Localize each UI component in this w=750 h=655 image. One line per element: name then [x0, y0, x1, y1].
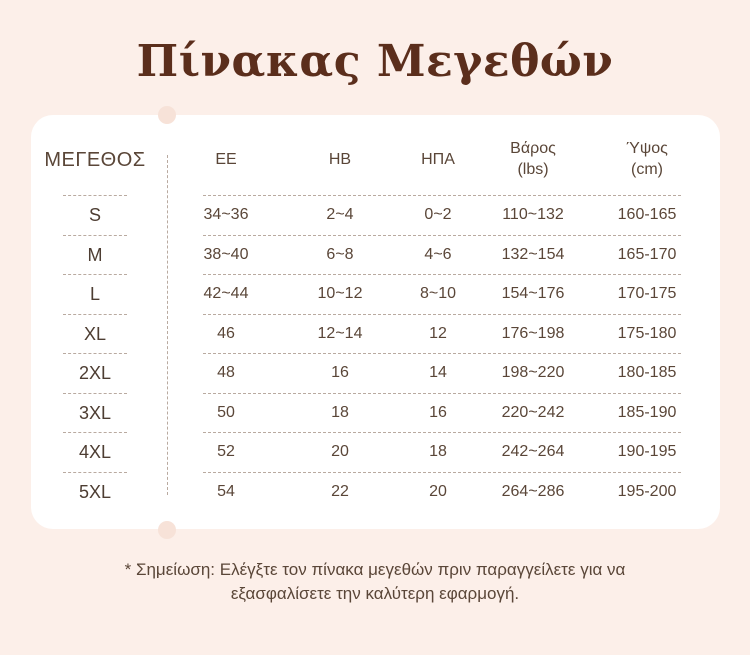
- table-cell: 10~12: [317, 285, 363, 302]
- table-cell: 20: [331, 443, 349, 460]
- table-cell: 18: [331, 403, 349, 421]
- table-cell: 176~198: [501, 324, 565, 342]
- column-header: [290, 149, 390, 170]
- table-cell: 132~154: [501, 245, 565, 263]
- column-header: [176, 149, 276, 170]
- note-line-2: εξασφαλίσετε την καλύτερη εφαρμογή.: [230, 584, 520, 603]
- column-header: [592, 138, 702, 180]
- size-cell: 5XL: [63, 472, 127, 511]
- column-header: [393, 149, 483, 170]
- table-cell: 264~286: [501, 482, 565, 500]
- size-cell: 3XL: [63, 393, 127, 432]
- table-cell: 220~242: [501, 403, 565, 421]
- table-cell: 46: [217, 324, 235, 342]
- table-cell: 12~14: [317, 324, 363, 342]
- table-cell: 165-170: [617, 245, 677, 263]
- table-cell: 38~40: [203, 245, 249, 263]
- table-cell: 175-180: [617, 324, 677, 342]
- column-header-line-1: Ύψος: [626, 140, 668, 157]
- table-cell: 52: [217, 443, 235, 460]
- table-cell: 160-165: [617, 206, 677, 223]
- table-cell: 50: [217, 403, 235, 421]
- table-cell: 14: [429, 364, 447, 381]
- table-cell: 22: [331, 482, 349, 500]
- note: [0, 558, 750, 606]
- table-cell: 0~2: [424, 206, 452, 223]
- table-cell: 8~10: [419, 285, 457, 302]
- size-cell: 2XL: [63, 353, 127, 392]
- table-cell: 16: [429, 403, 447, 421]
- size-cell: XL: [63, 314, 127, 353]
- column-header-line-2: (cm): [631, 161, 663, 178]
- column-header-line-1: Βάρος: [510, 140, 556, 157]
- note-line-1: * Σημείωση: Ελέγξτε τον πίνακα μεγεθών πριν παραγγείλετε για να: [124, 560, 626, 579]
- table-cell: 2~4: [326, 206, 354, 223]
- table-cell: 34~36: [203, 206, 249, 223]
- table-cell: 170-175: [617, 285, 677, 302]
- column-header-line-2: (lbs): [517, 161, 549, 178]
- table-cell: 180-185: [617, 364, 677, 381]
- table-cell: 198~220: [501, 364, 565, 381]
- table-cell: 195-200: [617, 482, 677, 500]
- table-cell: 4~6: [424, 245, 452, 263]
- size-cell: L: [63, 274, 127, 313]
- table-cell: 242~264: [501, 443, 565, 460]
- table-cell: 6~8: [326, 245, 354, 263]
- column-header-line-1: ΗΒ: [328, 151, 352, 168]
- table-cell: 16: [331, 364, 349, 381]
- table-cell: 110~132: [502, 206, 564, 223]
- size-cell: 4XL: [63, 432, 127, 471]
- card-notch-top: [158, 106, 176, 124]
- table-cell: 54: [217, 482, 235, 500]
- page-title: Πίνακας Μεγεθών: [136, 36, 614, 87]
- table-cell: 154~176: [501, 285, 565, 302]
- table-cell: 20: [429, 482, 447, 500]
- column-divider: [167, 155, 168, 495]
- table-cell: 12: [429, 324, 447, 342]
- column-header: [478, 138, 588, 180]
- size-column-header: ΜΕΓΕΘΟΣ: [44, 149, 146, 171]
- card-notch-bottom: [158, 521, 176, 539]
- size-cell: S: [63, 195, 127, 234]
- column-header-line-1: ΕΕ: [215, 151, 237, 168]
- column-header-line-1: ΗΠΑ: [421, 151, 455, 168]
- table-cell: 18: [429, 443, 447, 460]
- table-cell: 190-195: [617, 443, 677, 460]
- table-cell: 42~44: [203, 285, 249, 302]
- table-cell: 48: [217, 364, 235, 381]
- size-cell: M: [63, 235, 127, 274]
- table-cell: 185-190: [617, 403, 677, 421]
